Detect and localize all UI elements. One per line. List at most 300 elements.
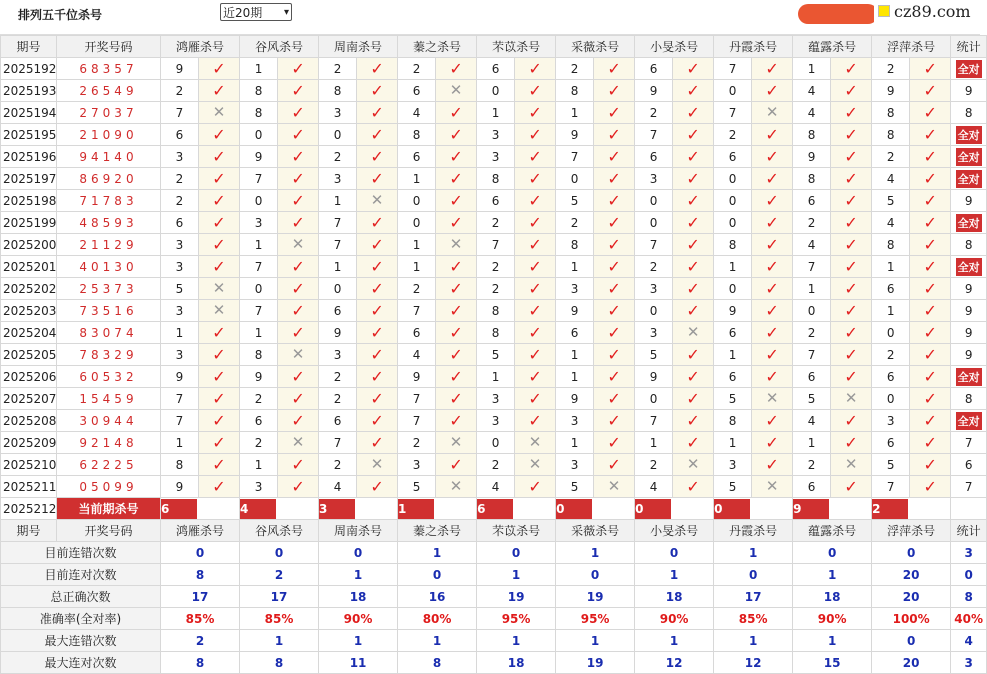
hit-count: 8 (964, 105, 973, 120)
col-expert: 蕴露杀号 (793, 520, 872, 542)
kill-number: 2 (319, 454, 357, 476)
kill-number: 8 (714, 410, 752, 432)
kill-number: 7 (319, 212, 357, 234)
stats-value: 0 (872, 542, 951, 564)
result-mark (831, 344, 872, 366)
kill-number: 7 (635, 410, 673, 432)
kill-number: 8 (477, 322, 515, 344)
result-mark (831, 256, 872, 278)
check-icon: ✓ (607, 146, 621, 166)
result-mark (515, 300, 556, 322)
kill-number: 2 (635, 102, 673, 124)
check-icon: ✓ (449, 300, 463, 320)
stats-value: 1 (793, 630, 872, 652)
check-icon: ✓ (291, 212, 305, 232)
kill-number: 1 (161, 322, 199, 344)
draw-numbers: 62225 (57, 454, 161, 476)
result-mark (515, 344, 556, 366)
kill-number: 4 (477, 476, 515, 498)
stats-value: 1 (714, 630, 793, 652)
result-mark (752, 234, 793, 256)
stats-value: 1 (398, 630, 477, 652)
table-row (1, 388, 987, 410)
stats-value: 18 (635, 586, 714, 608)
check-icon: ✓ (528, 234, 542, 254)
result-mark (199, 168, 240, 190)
result-mark (673, 190, 714, 212)
check-icon: ✓ (607, 190, 621, 210)
kill-number: 3 (319, 344, 357, 366)
result-mark (910, 410, 951, 432)
kill-number: 7 (793, 344, 831, 366)
result-mark (357, 58, 398, 80)
check-icon: ✓ (686, 234, 700, 254)
check-icon: ✓ (923, 80, 937, 100)
result-mark (752, 366, 793, 388)
check-icon: ✓ (923, 344, 937, 364)
header-row (1, 36, 987, 58)
check-icon: ✓ (291, 146, 305, 166)
check-icon: ✓ (686, 212, 700, 232)
col-expert: 浮萍杀号 (872, 520, 951, 542)
check-icon: ✓ (607, 322, 621, 342)
kill-number: 8 (714, 234, 752, 256)
check-icon: ✓ (291, 256, 305, 276)
kill-number: 8 (477, 168, 515, 190)
check-icon: ✓ (528, 102, 542, 122)
check-icon: ✓ (291, 322, 305, 342)
kill-number: 8 (556, 234, 594, 256)
all-correct-badge: 全对 (956, 368, 982, 386)
result-mark (278, 344, 319, 366)
result-mark (357, 388, 398, 410)
stats-value: 85% (240, 608, 319, 630)
result-mark (831, 102, 872, 124)
current-kill-number: 6 (477, 499, 513, 519)
check-icon: ✓ (765, 80, 779, 100)
kill-number: 0 (398, 190, 436, 212)
period-cell: 2025199 (1, 212, 57, 234)
result-mark (436, 212, 477, 234)
logo-text: cz89.com (894, 1, 971, 21)
kill-number: 5 (635, 344, 673, 366)
stats-total: 0 (951, 564, 987, 586)
kill-number: 3 (240, 476, 278, 498)
result-mark (436, 102, 477, 124)
check-icon: ✓ (844, 344, 858, 364)
stats-value: 18 (319, 586, 398, 608)
stats-header-row (1, 520, 987, 542)
kill-number: 2 (240, 388, 278, 410)
period-cell: 2025207 (1, 388, 57, 410)
result-mark (752, 278, 793, 300)
draw-numbers: 21129 (57, 234, 161, 256)
kill-number: 6 (477, 58, 515, 80)
stats-value: 2 (240, 564, 319, 586)
draw-numbers: 71783 (57, 190, 161, 212)
result-mark (752, 476, 793, 498)
result-mark (357, 278, 398, 300)
stats-label: 总正确次数 (1, 586, 161, 608)
stat-cell (951, 278, 987, 300)
col-stat: 统计 (951, 36, 987, 58)
result-mark (910, 168, 951, 190)
kill-number: 3 (556, 278, 594, 300)
draw-numbers: 21090 (57, 124, 161, 146)
check-icon: ✓ (291, 476, 305, 496)
result-mark (831, 388, 872, 410)
stats-value: 2 (161, 630, 240, 652)
kill-number: 8 (319, 80, 357, 102)
check-icon: ✓ (528, 388, 542, 408)
result-mark (199, 454, 240, 476)
check-icon: ✓ (212, 212, 226, 232)
current-period: 2025212 (1, 498, 57, 520)
kill-number: 7 (398, 388, 436, 410)
check-icon: ✓ (212, 190, 226, 210)
check-icon: ✓ (370, 212, 384, 232)
check-icon: ✓ (370, 344, 384, 364)
check-icon: ✓ (923, 432, 937, 452)
stats-total: 3 (951, 542, 987, 564)
kill-number: 0 (240, 190, 278, 212)
check-icon: ✓ (844, 410, 858, 430)
result-mark (673, 322, 714, 344)
kill-number: 4 (635, 476, 673, 498)
check-icon: ✓ (765, 432, 779, 452)
draw-numbers: 60532 (57, 366, 161, 388)
kill-number: 7 (635, 234, 673, 256)
result-mark (910, 256, 951, 278)
check-icon: ✓ (449, 388, 463, 408)
draw-numbers: 30944 (57, 410, 161, 432)
check-icon: ✓ (449, 322, 463, 342)
result-mark (199, 278, 240, 300)
stat-cell (951, 300, 987, 322)
result-mark (752, 102, 793, 124)
check-icon: ✓ (765, 410, 779, 430)
stats-value: 8 (161, 652, 240, 674)
check-icon: ✓ (370, 432, 384, 452)
result-mark (199, 410, 240, 432)
check-icon: ✓ (686, 278, 700, 298)
kill-number: 0 (714, 190, 752, 212)
check-icon: ✓ (607, 454, 621, 474)
result-mark (594, 190, 635, 212)
current-kill-number: 4 (240, 499, 276, 519)
result-mark (199, 80, 240, 102)
result-mark (515, 234, 556, 256)
stat-cell (951, 322, 987, 344)
result-mark (436, 454, 477, 476)
result-mark (515, 432, 556, 454)
result-mark (752, 322, 793, 344)
kill-number: 2 (872, 58, 910, 80)
col-period: 期号 (1, 520, 57, 542)
kill-number: 4 (872, 168, 910, 190)
result-mark (673, 388, 714, 410)
draw-numbers: 25373 (57, 278, 161, 300)
cross-icon: ✕ (765, 103, 779, 121)
kill-number: 0 (240, 124, 278, 146)
kill-number: 1 (240, 454, 278, 476)
kill-number: 9 (161, 366, 199, 388)
stats-label: 目前连错次数 (1, 542, 161, 564)
result-mark (278, 168, 319, 190)
result-mark (515, 146, 556, 168)
check-icon: ✓ (844, 124, 858, 144)
check-icon: ✓ (449, 410, 463, 430)
stat-cell (951, 102, 987, 124)
result-mark (910, 366, 951, 388)
result-mark (436, 256, 477, 278)
kill-number: 1 (398, 234, 436, 256)
check-icon: ✓ (291, 388, 305, 408)
kill-number: 9 (793, 146, 831, 168)
stat-cell (951, 80, 987, 102)
kill-number: 8 (872, 234, 910, 256)
hit-count: 8 (964, 237, 973, 252)
result-mark (831, 410, 872, 432)
table-row (1, 278, 987, 300)
stats-value: 0 (319, 542, 398, 564)
result-mark (199, 322, 240, 344)
kill-number: 3 (872, 410, 910, 432)
stat-cell (951, 410, 987, 432)
col-expert: 采薇杀号 (556, 520, 635, 542)
kill-number: 2 (872, 344, 910, 366)
kill-number: 7 (240, 256, 278, 278)
result-mark (910, 344, 951, 366)
kill-number: 4 (793, 80, 831, 102)
check-icon: ✓ (212, 410, 226, 430)
result-mark (594, 344, 635, 366)
stats-value: 1 (556, 542, 635, 564)
result-mark (673, 432, 714, 454)
stats-value: 0 (793, 542, 872, 564)
col-expert: 蓁之杀号 (398, 36, 477, 58)
result-mark (594, 278, 635, 300)
stats-value: 19 (556, 586, 635, 608)
result-mark (357, 410, 398, 432)
stats-value: 0 (398, 564, 477, 586)
kill-number: 2 (793, 454, 831, 476)
check-icon: ✓ (923, 212, 937, 232)
logo-decoration (798, 4, 878, 24)
result-mark (357, 476, 398, 498)
stats-total: 4 (951, 630, 987, 652)
kill-number: 3 (161, 344, 199, 366)
kill-number: 2 (161, 80, 199, 102)
table-row (1, 102, 987, 124)
result-mark (515, 190, 556, 212)
stats-value: 20 (872, 564, 951, 586)
stats-row (1, 608, 987, 630)
kill-number: 0 (714, 80, 752, 102)
kill-number: 5 (398, 476, 436, 498)
period-cell: 2025192 (1, 58, 57, 80)
stats-value: 17 (161, 586, 240, 608)
check-icon: ✓ (765, 168, 779, 188)
kill-number: 6 (793, 476, 831, 498)
kill-number: 3 (635, 278, 673, 300)
result-mark (594, 212, 635, 234)
result-mark (199, 190, 240, 212)
period-cell: 2025203 (1, 300, 57, 322)
result-mark (278, 366, 319, 388)
hit-count: 9 (964, 281, 973, 296)
check-icon: ✓ (528, 190, 542, 210)
kill-number: 1 (161, 432, 199, 454)
kill-number: 0 (793, 300, 831, 322)
table-row (1, 234, 987, 256)
check-icon: ✓ (923, 58, 937, 78)
result-mark (752, 124, 793, 146)
result-mark (831, 454, 872, 476)
check-icon: ✓ (449, 256, 463, 276)
cross-icon: ✕ (370, 191, 384, 209)
check-icon: ✓ (844, 58, 858, 78)
stats-total: 8 (951, 586, 987, 608)
result-mark (831, 190, 872, 212)
stats-value: 0 (161, 542, 240, 564)
result-mark (673, 256, 714, 278)
kill-number: 0 (635, 388, 673, 410)
check-icon: ✓ (923, 278, 937, 298)
kill-number: 9 (872, 80, 910, 102)
check-icon: ✓ (291, 58, 305, 78)
current-kill-cell (319, 498, 398, 520)
result-mark (673, 234, 714, 256)
kill-number: 8 (793, 124, 831, 146)
cross-icon: ✕ (844, 389, 858, 407)
kill-number: 5 (161, 278, 199, 300)
kill-number: 3 (556, 410, 594, 432)
site-logo[interactable] (874, 0, 975, 22)
cross-icon: ✕ (212, 279, 226, 297)
check-icon: ✓ (370, 234, 384, 254)
chevron-down-icon: ▾ (283, 6, 289, 18)
col-expert: 丹霞杀号 (714, 36, 793, 58)
result-mark (831, 124, 872, 146)
result-mark (831, 476, 872, 498)
result-mark (278, 212, 319, 234)
stat-cell (951, 168, 987, 190)
kill-number: 8 (556, 80, 594, 102)
check-icon: ✓ (449, 212, 463, 232)
result-mark (594, 168, 635, 190)
table-row (1, 124, 987, 146)
cross-icon: ✕ (686, 455, 700, 473)
kill-number: 1 (240, 322, 278, 344)
kill-number: 9 (556, 300, 594, 322)
hit-count: 6 (964, 457, 973, 472)
result-mark (594, 234, 635, 256)
check-icon: ✓ (212, 322, 226, 342)
check-icon: ✓ (291, 168, 305, 188)
kill-number: 5 (556, 190, 594, 212)
check-icon: ✓ (923, 256, 937, 276)
kill-number: 3 (477, 410, 515, 432)
check-icon: ✓ (923, 168, 937, 188)
kill-number: 7 (635, 124, 673, 146)
draw-numbers: 40130 (57, 256, 161, 278)
check-icon: ✓ (212, 146, 226, 166)
result-mark (673, 58, 714, 80)
result-mark (436, 366, 477, 388)
stats-value: 8 (240, 652, 319, 674)
result-mark (515, 102, 556, 124)
period-cell: 2025211 (1, 476, 57, 498)
check-icon: ✓ (370, 366, 384, 386)
result-mark (594, 256, 635, 278)
result-mark (357, 80, 398, 102)
result-mark (752, 168, 793, 190)
check-icon: ✓ (923, 366, 937, 386)
kill-number: 3 (240, 212, 278, 234)
kill-number: 6 (635, 58, 673, 80)
result-mark (436, 124, 477, 146)
current-kill-cell (398, 498, 477, 520)
check-icon: ✓ (686, 256, 700, 276)
check-icon: ✓ (607, 366, 621, 386)
result-mark (910, 322, 951, 344)
result-mark (278, 80, 319, 102)
check-icon: ✓ (607, 432, 621, 452)
stats-value: 1 (319, 564, 398, 586)
result-mark (910, 102, 951, 124)
check-icon: ✓ (291, 278, 305, 298)
cross-icon: ✕ (212, 301, 226, 319)
result-mark (594, 146, 635, 168)
check-icon: ✓ (370, 146, 384, 166)
check-icon: ✓ (765, 454, 779, 474)
kill-number: 1 (872, 300, 910, 322)
result-mark (436, 146, 477, 168)
check-icon: ✓ (607, 212, 621, 232)
kill-number: 0 (635, 190, 673, 212)
current-kill-cell (635, 498, 714, 520)
kill-number: 3 (398, 454, 436, 476)
stats-row (1, 542, 987, 564)
kill-number: 7 (161, 388, 199, 410)
result-mark (278, 102, 319, 124)
kill-number: 3 (556, 454, 594, 476)
cross-icon: ✕ (291, 235, 305, 253)
result-mark (357, 300, 398, 322)
kill-number: 9 (714, 300, 752, 322)
stats-value: 8 (398, 652, 477, 674)
check-icon: ✓ (607, 278, 621, 298)
check-icon: ✓ (844, 476, 858, 496)
check-icon: ✓ (528, 168, 542, 188)
kill-number: 0 (714, 168, 752, 190)
result-mark (199, 388, 240, 410)
kill-number: 4 (793, 102, 831, 124)
kill-number: 1 (714, 432, 752, 454)
cross-icon: ✕ (528, 455, 542, 473)
stats-value: 95% (556, 608, 635, 630)
check-icon: ✓ (923, 454, 937, 474)
result-mark (673, 146, 714, 168)
table-row (1, 256, 987, 278)
result-mark (594, 366, 635, 388)
stats-value: 17 (714, 586, 793, 608)
kill-number-table (0, 35, 987, 674)
col-expert: 芣苡杀号 (477, 520, 556, 542)
stats-value: 8 (161, 564, 240, 586)
period-range-select[interactable] (220, 3, 292, 21)
